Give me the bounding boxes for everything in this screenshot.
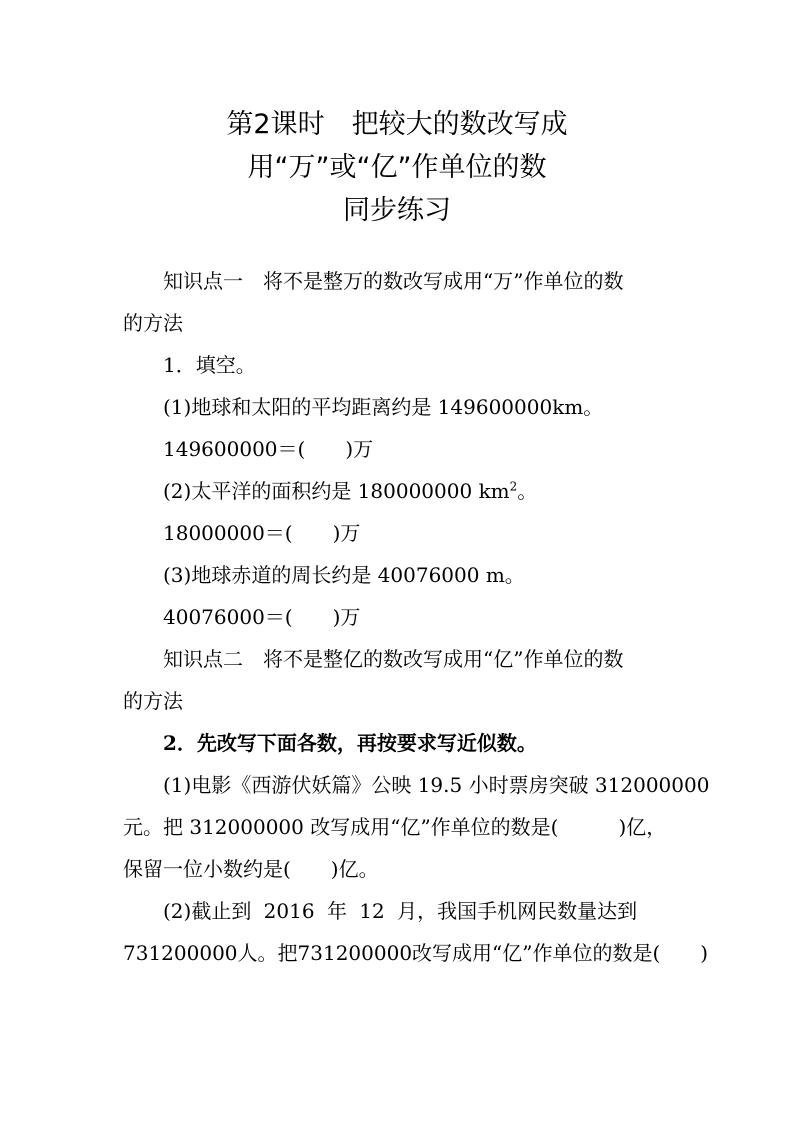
question-1-1-text: (1)地球和太阳的平均距离约是 149600000km。: [163, 395, 604, 419]
question-1-3-text: (3)地球赤道的周长约是 40076000 m。: [163, 563, 525, 587]
section2-heading-cont: 的方法: [123, 689, 183, 713]
question-2-1-line-3: 保留一位小数约是( )亿。: [123, 857, 379, 881]
question-2-title: 2．先改写下面各数，再按要求写近似数。: [163, 731, 537, 755]
page-subtitle: 同步练习: [343, 195, 451, 226]
question-2-1-line-2: 元。把 312000000 改写成用“亿”作单位的数是( )亿，: [123, 815, 667, 839]
question-2-2-line-1: (2)截止到 2016 年 12 月，我国手机网民数量达到: [163, 899, 638, 923]
question-1-title: 1．填空。: [163, 353, 256, 377]
page-title-line-1: 第2课时 把较大的数改写成: [226, 109, 568, 140]
superscript-2: 2: [509, 479, 518, 494]
question-1-2-blank: 18000000＝( )万: [163, 521, 361, 545]
question-2-2-line-2: 731200000人。把731200000改写成用“亿”作单位的数是( ): [123, 941, 709, 965]
question-1-3-blank: 40076000＝( )万: [163, 605, 361, 629]
question-1-2-text-end: 。: [517, 479, 538, 503]
question-2-1-line-1: (1)电影《西游伏妖篇》公映 19.5 小时票房突破 312000000: [163, 773, 710, 797]
section2-heading: 知识点二 将不是整亿的数改写成用“亿”作单位的数: [163, 647, 624, 671]
question-1-2-text: [163, 478, 537, 504]
section1-heading: 知识点一 将不是整万的数改写成用“万”作单位的数: [163, 269, 624, 293]
question-1-1-blank: 149600000＝( )万: [163, 437, 374, 461]
question-1-2-text-main: (2)太平洋的面积约是 180000000 km: [163, 479, 510, 503]
section1-heading-cont: 的方法: [123, 311, 183, 335]
page-title-line-2: 用“万”或“亿”作单位的数: [247, 152, 547, 183]
